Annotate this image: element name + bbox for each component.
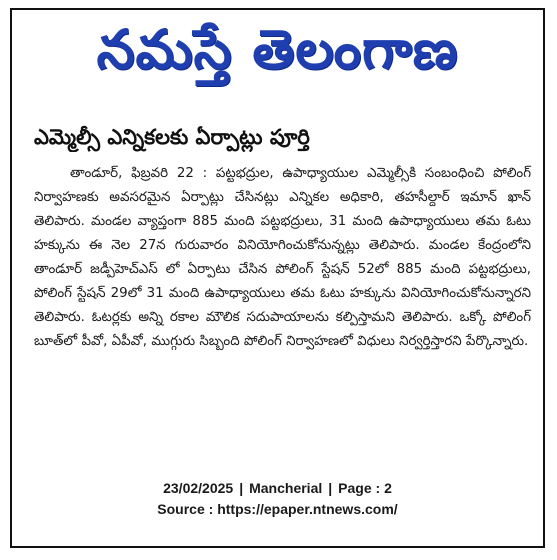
article-clip	[12, 106, 543, 466]
page-number: Page : 2	[338, 480, 392, 496]
article-headline: ఎమ్మెల్సీ ఎన్నికలకు ఏర్పాట్లు పూర్తి	[34, 125, 310, 149]
epaper-clipping	[10, 8, 545, 548]
clipping-footer	[12, 478, 543, 520]
source-credit: Source : https://epaper.ntnews.com/	[157, 501, 398, 517]
article-paragraph: తాండూర్, ఫిబ్రవరి 22 : పట్టభద్రుల, ఉపాధ్యాయుల ఎమ్మెల్సీకి సంబంధించి పోలింగ్ నిర్వాహణకు అవసరమైన ఏర్పాట్లు చేసినట్లు ఎన్నికల అధికారి, తహసీల్దార్ ఇమాన్ ఖాన్ తెలిపారు. మండల వ్యాప్తంగా 885 మంది పట్టభద్రులు, 31 మంది ఉపాధ్యాయులు తమ ఓటు హక్కును ఈ నెల 27న గురువారం వినియోగించుకోనున్నట్లు తెలిపారు. మండల కేంద్రంలోని తాండూర్ జడ్పీహెచ్ఎస్ లో ఏర్పాటు చేసిన పోలింగ్ స్టేషన్ 52లో 885 మంది పట్టభద్రులు, పోలింగ్ స్టేషన్ 29లో 31 మంది ఉపాధ్యాయులు తమ ఓటు హక్కును వినియోగించుకోనున్నారని తెలిపారు. ఓటర్లకు అన్ని రకాల మౌలిక సదుపాయాలను కల్పిస్తామని తెలిపారు. ఒక్కో పోలింగ్ బూత్‌లో పీవో, ఏపీవో, ముగ్గురు సిబ్బంది పోలింగ్ నిర్వాహణలో విధులు నిర్వర్తిస్తారని పేర్కొన్నారు.	[34, 166, 531, 349]
separator: |	[239, 480, 244, 496]
separator: |	[328, 480, 333, 496]
newspaper-masthead	[12, 10, 543, 102]
edition-date: 23/02/2025	[163, 480, 234, 496]
edition-name: Mancherial	[249, 480, 323, 496]
edition-info	[12, 478, 543, 499]
newspaper-logo: నమస్తే తెలంగాణ	[96, 17, 459, 81]
article-body	[34, 162, 531, 354]
